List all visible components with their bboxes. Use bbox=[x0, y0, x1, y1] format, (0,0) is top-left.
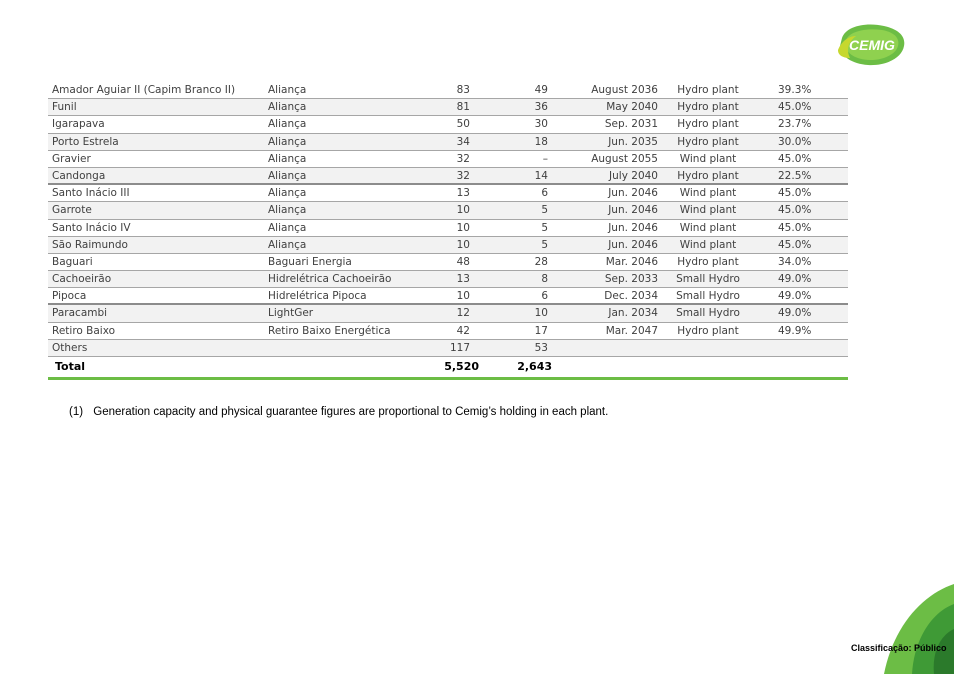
table-row bbox=[48, 254, 848, 271]
cell-type: Hydro plant bbox=[677, 118, 739, 131]
cemig-logo bbox=[836, 20, 908, 68]
cell-guarantee: 36 bbox=[534, 101, 548, 114]
cell-capacity: 32 bbox=[456, 152, 470, 165]
cell-company: Hidrelétrica Pipoca bbox=[268, 290, 367, 303]
cell-type: Small Hydro bbox=[676, 273, 740, 286]
cell-concession-end: Jun. 2046 bbox=[608, 204, 658, 217]
cell-guarantee: 49 bbox=[534, 84, 548, 96]
cell-guarantee: 18 bbox=[534, 135, 548, 148]
total-capacity: 5,520 bbox=[444, 360, 479, 373]
cell-type: Wind plant bbox=[679, 187, 737, 200]
cell-guarantee: 10 bbox=[534, 307, 548, 320]
cell-plant: Porto Estrela bbox=[52, 135, 119, 148]
cell-plant: Cachoeirão bbox=[52, 273, 112, 286]
cell-concession-end: May 2040 bbox=[606, 101, 658, 114]
table-row bbox=[48, 151, 848, 168]
table-row bbox=[48, 116, 848, 133]
footnote bbox=[69, 406, 608, 418]
cell-plant: Igarapava bbox=[52, 118, 105, 131]
cell-type: Hydro plant bbox=[677, 135, 739, 148]
cell-guarantee: 5 bbox=[541, 221, 548, 234]
cell-share: 45.0% bbox=[778, 238, 812, 251]
cell-capacity: 10 bbox=[456, 221, 470, 234]
total-label: Total bbox=[55, 360, 86, 373]
cell-plant: Gravier bbox=[52, 152, 91, 165]
cell-guarantee: 5 bbox=[541, 238, 548, 251]
cell-plant: Santo Inácio IV bbox=[52, 221, 131, 234]
table-row bbox=[48, 340, 848, 357]
corner-decoration bbox=[824, 584, 954, 674]
cell-capacity: 12 bbox=[456, 307, 470, 320]
table-row bbox=[48, 202, 848, 219]
cell-company: Aliança bbox=[268, 187, 307, 200]
total-guarantee: 2,643 bbox=[517, 360, 552, 373]
cell-share: 49.0% bbox=[778, 307, 812, 320]
table-row bbox=[48, 305, 848, 322]
cell-company: Aliança bbox=[268, 169, 307, 182]
cell-share: 45.0% bbox=[778, 221, 812, 234]
cell-plant: Candonga bbox=[52, 169, 106, 182]
cell-type: Hydro plant bbox=[677, 84, 739, 96]
cell-capacity: 81 bbox=[456, 101, 470, 114]
cell-concession-end: Mar. 2047 bbox=[605, 324, 658, 337]
total-row bbox=[48, 357, 848, 380]
cell-guarantee: 5 bbox=[541, 204, 548, 217]
table-row bbox=[48, 185, 848, 202]
cell-share: 45.0% bbox=[778, 152, 812, 165]
cell-capacity: 13 bbox=[456, 273, 470, 286]
cell-plant: Retiro Baixo bbox=[52, 324, 116, 337]
cell-guarantee: 6 bbox=[541, 187, 548, 200]
cell-concession-end: Jan. 2034 bbox=[608, 307, 658, 320]
cell-guarantee: – bbox=[542, 152, 548, 165]
cell-company: Aliança bbox=[268, 221, 307, 234]
table-row bbox=[48, 220, 848, 237]
table-row bbox=[48, 168, 848, 185]
cell-concession-end: August 2036 bbox=[591, 84, 658, 96]
cell-share: 45.0% bbox=[778, 187, 812, 200]
classification-label: Classificação: Público bbox=[851, 643, 947, 653]
cell-capacity: 10 bbox=[456, 238, 470, 251]
cell-capacity: 10 bbox=[456, 290, 470, 303]
cell-concession-end: Mar. 2046 bbox=[605, 255, 658, 268]
cell-plant: Garrote bbox=[52, 204, 92, 217]
table-row bbox=[48, 99, 848, 116]
logo-text: CEMIG bbox=[849, 37, 895, 53]
cell-guarantee: 6 bbox=[541, 290, 548, 303]
cell-type: Wind plant bbox=[679, 238, 737, 251]
cell-capacity: 83 bbox=[456, 84, 470, 96]
cell-company: Retiro Baixo Energética bbox=[268, 324, 391, 337]
cell-plant: Baguari bbox=[52, 255, 93, 268]
cell-share: 45.0% bbox=[778, 204, 812, 217]
cell-company: Hidrelétrica Cachoeirão bbox=[268, 273, 392, 286]
cell-type: Hydro plant bbox=[677, 101, 739, 114]
cell-capacity: 42 bbox=[456, 324, 470, 337]
table-row bbox=[48, 271, 848, 288]
table-row bbox=[48, 323, 848, 340]
cell-company: Aliança bbox=[268, 135, 307, 148]
cell-company: Aliança bbox=[268, 84, 307, 96]
cell-company: Aliança bbox=[268, 152, 307, 165]
cell-capacity: 48 bbox=[456, 255, 470, 268]
cell-concession-end: Jun. 2046 bbox=[608, 238, 658, 251]
cell-type: Small Hydro bbox=[676, 290, 740, 303]
cell-company: Aliança bbox=[268, 204, 307, 217]
cell-guarantee: 8 bbox=[541, 273, 548, 286]
cell-plant: São Raimundo bbox=[52, 238, 128, 251]
cell-company: Aliança bbox=[268, 118, 307, 131]
cell-guarantee: 17 bbox=[534, 324, 548, 337]
table-row bbox=[48, 134, 848, 151]
cell-plant: Pipoca bbox=[52, 290, 87, 303]
cell-share: 49.0% bbox=[778, 290, 812, 303]
plants-table bbox=[48, 82, 848, 380]
cell-type: Hydro plant bbox=[677, 255, 739, 268]
cell-concession-end: Sep. 2031 bbox=[604, 118, 658, 131]
cell-type: Hydro plant bbox=[677, 169, 739, 182]
cell-concession-end: Jun. 2046 bbox=[608, 187, 658, 200]
cell-plant: Paracambi bbox=[52, 307, 108, 320]
cell-guarantee: 28 bbox=[534, 255, 548, 268]
cell-plant: Funil bbox=[52, 101, 77, 114]
cell-concession-end: Dec. 2034 bbox=[604, 290, 658, 303]
footnote-number: (1) bbox=[69, 406, 84, 418]
cell-share: 45.0% bbox=[778, 101, 812, 114]
cell-type: Wind plant bbox=[679, 204, 737, 217]
cell-company: Aliança bbox=[268, 238, 307, 251]
cell-share: 34.0% bbox=[778, 255, 812, 268]
cell-share: 49.9% bbox=[778, 324, 812, 337]
cell-type: Small Hydro bbox=[676, 307, 740, 320]
cell-guarantee: 30 bbox=[534, 118, 548, 131]
cell-share: 22.5% bbox=[778, 169, 812, 182]
cell-concession-end: July 2040 bbox=[609, 169, 658, 182]
cell-company: Aliança bbox=[268, 101, 307, 114]
table-row bbox=[48, 237, 848, 254]
cell-plant: Santo Inácio III bbox=[52, 187, 130, 200]
cell-plant: Amador Aguiar II (Capim Branco II) bbox=[52, 84, 236, 96]
cell-concession-end: Jun. 2035 bbox=[608, 135, 658, 148]
cell-company: LightGer bbox=[268, 307, 314, 320]
cell-share: 23.7% bbox=[778, 118, 812, 131]
cell-company: Baguari Energia bbox=[268, 255, 352, 268]
cell-share: 39.3% bbox=[778, 84, 812, 96]
cell-plant: Others bbox=[52, 341, 88, 354]
cell-concession-end: Sep. 2033 bbox=[604, 273, 658, 286]
cell-guarantee: 14 bbox=[534, 169, 548, 182]
cell-capacity: 50 bbox=[456, 118, 470, 131]
cell-share: 30.0% bbox=[778, 135, 812, 148]
cell-type: Wind plant bbox=[679, 221, 737, 234]
cell-concession-end: August 2055 bbox=[591, 152, 658, 165]
table-row bbox=[48, 288, 848, 305]
footnote-text: Generation capacity and physical guarantee figures are proportional to Cemig’s holding in each plant. bbox=[93, 406, 609, 418]
cell-share: 49.0% bbox=[778, 273, 812, 286]
cell-type: Hydro plant bbox=[677, 324, 739, 337]
cell-concession-end: Jun. 2046 bbox=[608, 221, 658, 234]
cell-type: Wind plant bbox=[679, 152, 737, 165]
cell-capacity: 34 bbox=[456, 135, 470, 148]
cell-capacity: 10 bbox=[456, 204, 470, 217]
cell-capacity: 117 bbox=[449, 341, 470, 354]
cell-guarantee: 53 bbox=[534, 341, 548, 354]
table-row bbox=[48, 82, 848, 99]
cell-capacity: 13 bbox=[456, 187, 470, 200]
cell-capacity: 32 bbox=[456, 169, 470, 182]
